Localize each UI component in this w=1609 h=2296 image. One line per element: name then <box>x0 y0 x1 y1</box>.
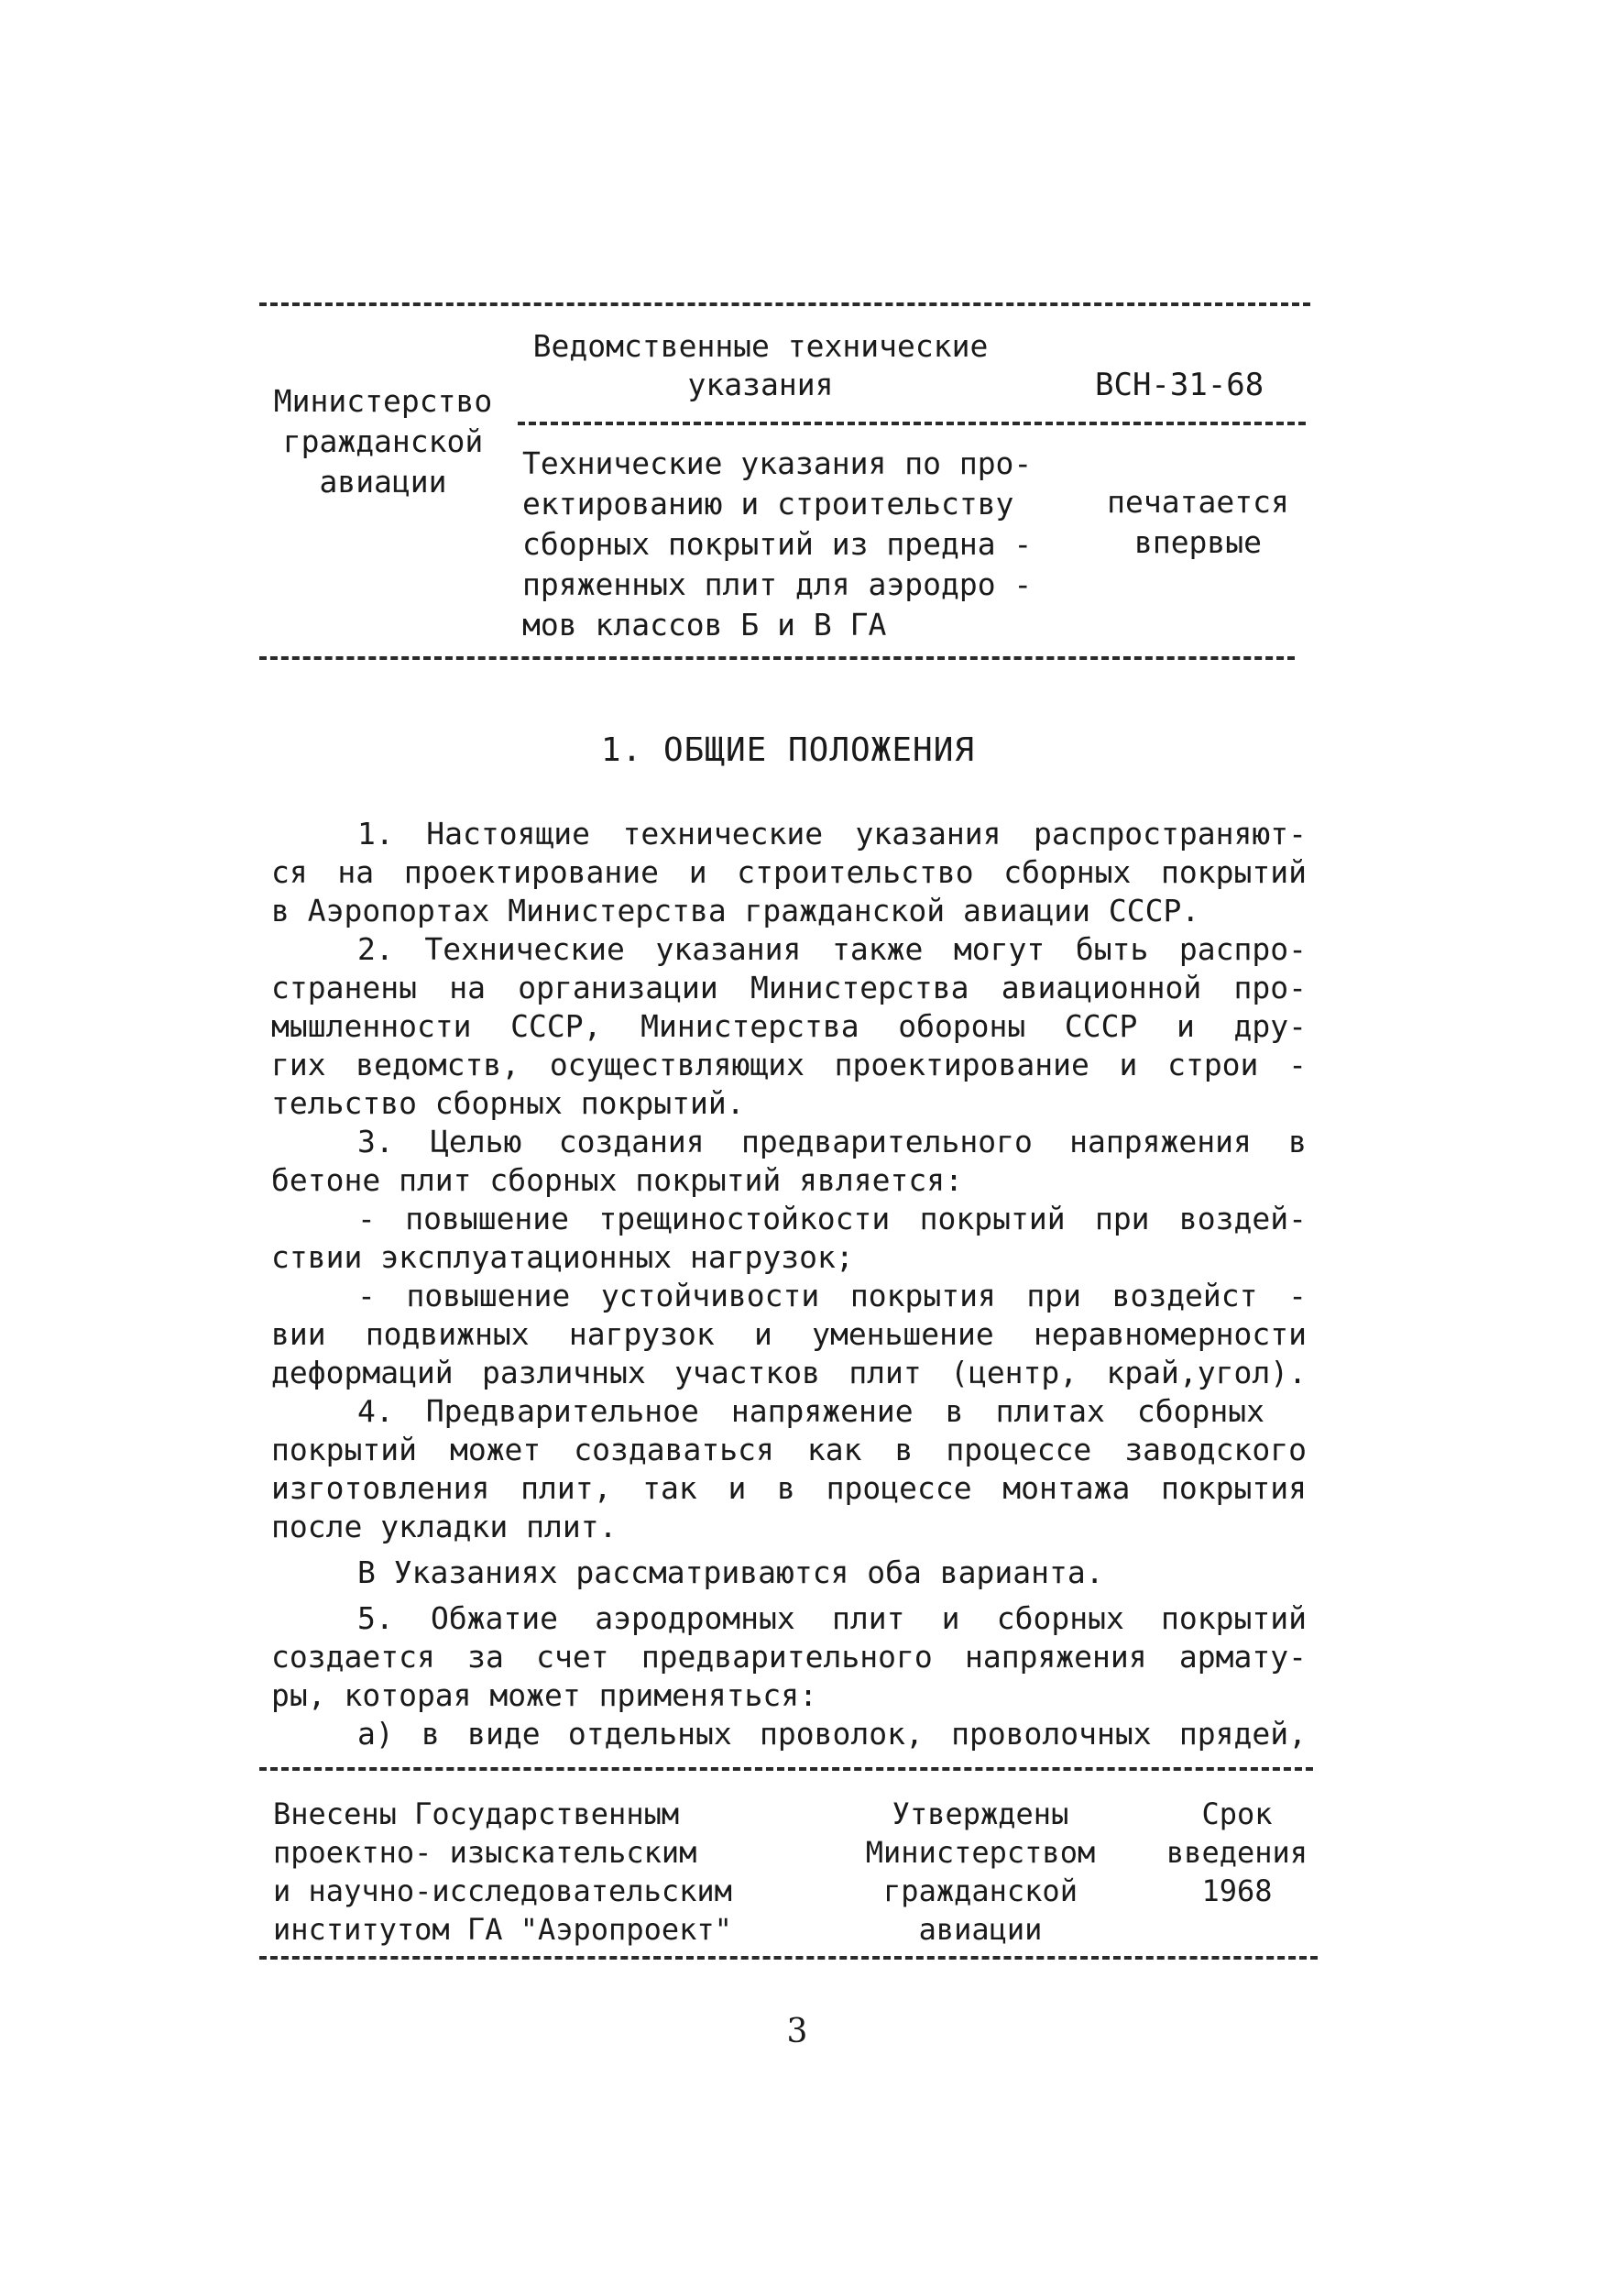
doc-title-line: сборных покрытий из предна - <box>522 526 1033 562</box>
ministry-line: Министерство <box>273 383 493 419</box>
doc-title-line: мов классов Б и В ГА <box>522 607 887 643</box>
paragraph-line: после укладки плит. <box>271 1509 618 1544</box>
paragraph-line: покрытий может создаваться как в процессе заводского <box>271 1432 1307 1467</box>
paragraph-line: а) в виде отдельных проволок, проволочных прядей, <box>357 1716 1307 1752</box>
paragraph-line: странены на организации Министерства авиационной про- <box>271 970 1307 1005</box>
term-line: введения <box>1166 1835 1308 1870</box>
term-line: Срок <box>1201 1796 1273 1831</box>
submitted-line: и научно-исследовательским <box>273 1873 732 1908</box>
paragraph-line: ся на проектирование и строительство сборных покрытий <box>271 854 1307 890</box>
approved-line: Утверждены <box>892 1796 1069 1831</box>
header-mid-rule <box>518 422 1306 425</box>
paragraph-line: ры, которая может применяться: <box>271 1677 818 1713</box>
footer-bottom-rule <box>259 1956 1318 1960</box>
doc-title-line: ектированию и строительству <box>522 486 1014 522</box>
paragraph-line: 1. Настоящие технические указания распространяют- <box>357 816 1307 851</box>
footer-top-rule <box>259 1767 1313 1771</box>
print-note-line: печатается <box>1107 484 1289 520</box>
submitted-line: Внесены Государственным <box>273 1796 680 1831</box>
paragraph-line: в Аэропортах Министерства гражданской авиации СССР. <box>271 893 1200 928</box>
doc-code: ВСН-31-68 <box>1095 367 1264 403</box>
approved-line: авиации <box>918 1912 1043 1947</box>
paragraph-line: 4. Предварительное напряжение в плитах сборных <box>357 1393 1264 1429</box>
print-note-line: впервые <box>1133 524 1263 560</box>
header-bottom-rule <box>259 656 1295 660</box>
paragraph-line: мышленности СССР, Министерства обороны СССР и дру- <box>271 1008 1307 1044</box>
header-top-rule <box>259 302 1310 306</box>
approved-line: Министерством <box>865 1835 1096 1870</box>
paragraph-line: 2. Технические указания также могут быть распро- <box>357 931 1307 967</box>
paragraph-line: гих ведомств, осуществляющих проектирование и строи - <box>271 1047 1307 1082</box>
doc-type-line: Ведомственные технические <box>532 328 989 364</box>
paragraph-line: В Указаниях рассматриваются оба варианта. <box>357 1554 1104 1590</box>
doc-title-line: Технические указания по про- <box>522 445 1033 481</box>
section-title: 1. ОБЩИЕ ПОЛОЖЕНИЯ <box>600 731 976 769</box>
paragraph-line: вии подвижных нагрузок и уменьшение неравномерности <box>271 1316 1307 1352</box>
paragraph-line: - повышение устойчивости покрытия при воздейст - <box>357 1278 1307 1313</box>
paragraph-line: тельство сборных покрытий. <box>271 1085 745 1121</box>
ministry-line: гражданской <box>282 423 484 459</box>
paragraph-line: деформаций различных участков плит (центр, край,угол). <box>271 1355 1307 1390</box>
page-number: 3 <box>786 2013 808 2050</box>
doc-type-line: указания <box>687 367 834 402</box>
submitted-line: проектно- изыскательским <box>273 1835 697 1870</box>
paragraph-line: 3. Целью создания предварительного напряжения в <box>357 1124 1307 1159</box>
ministry-line: авиации <box>319 464 447 500</box>
doc-title-line: пряженных плит для аэродро - <box>522 566 1033 602</box>
paragraph-line: 5. Обжатие аэродромных плит и сборных покрытий <box>357 1600 1307 1636</box>
term-year: 1968 <box>1201 1873 1273 1908</box>
paragraph-line: бетоне плит сборных покрытий является: <box>271 1162 963 1198</box>
paragraph-line: изготовления плит, так и в процессе монтажа покрытия <box>271 1470 1307 1506</box>
approved-line: гражданской <box>883 1873 1078 1908</box>
paragraph-line: создается за счет предварительного напряжения армату- <box>271 1639 1307 1675</box>
submitted-line: институтом ГА "Аэропроект" <box>273 1912 732 1947</box>
paragraph-line: - повышение трещиностойкости покрытий при воздей- <box>357 1201 1307 1236</box>
paragraph-line: ствии эксплуатационных нагрузок; <box>271 1239 854 1275</box>
